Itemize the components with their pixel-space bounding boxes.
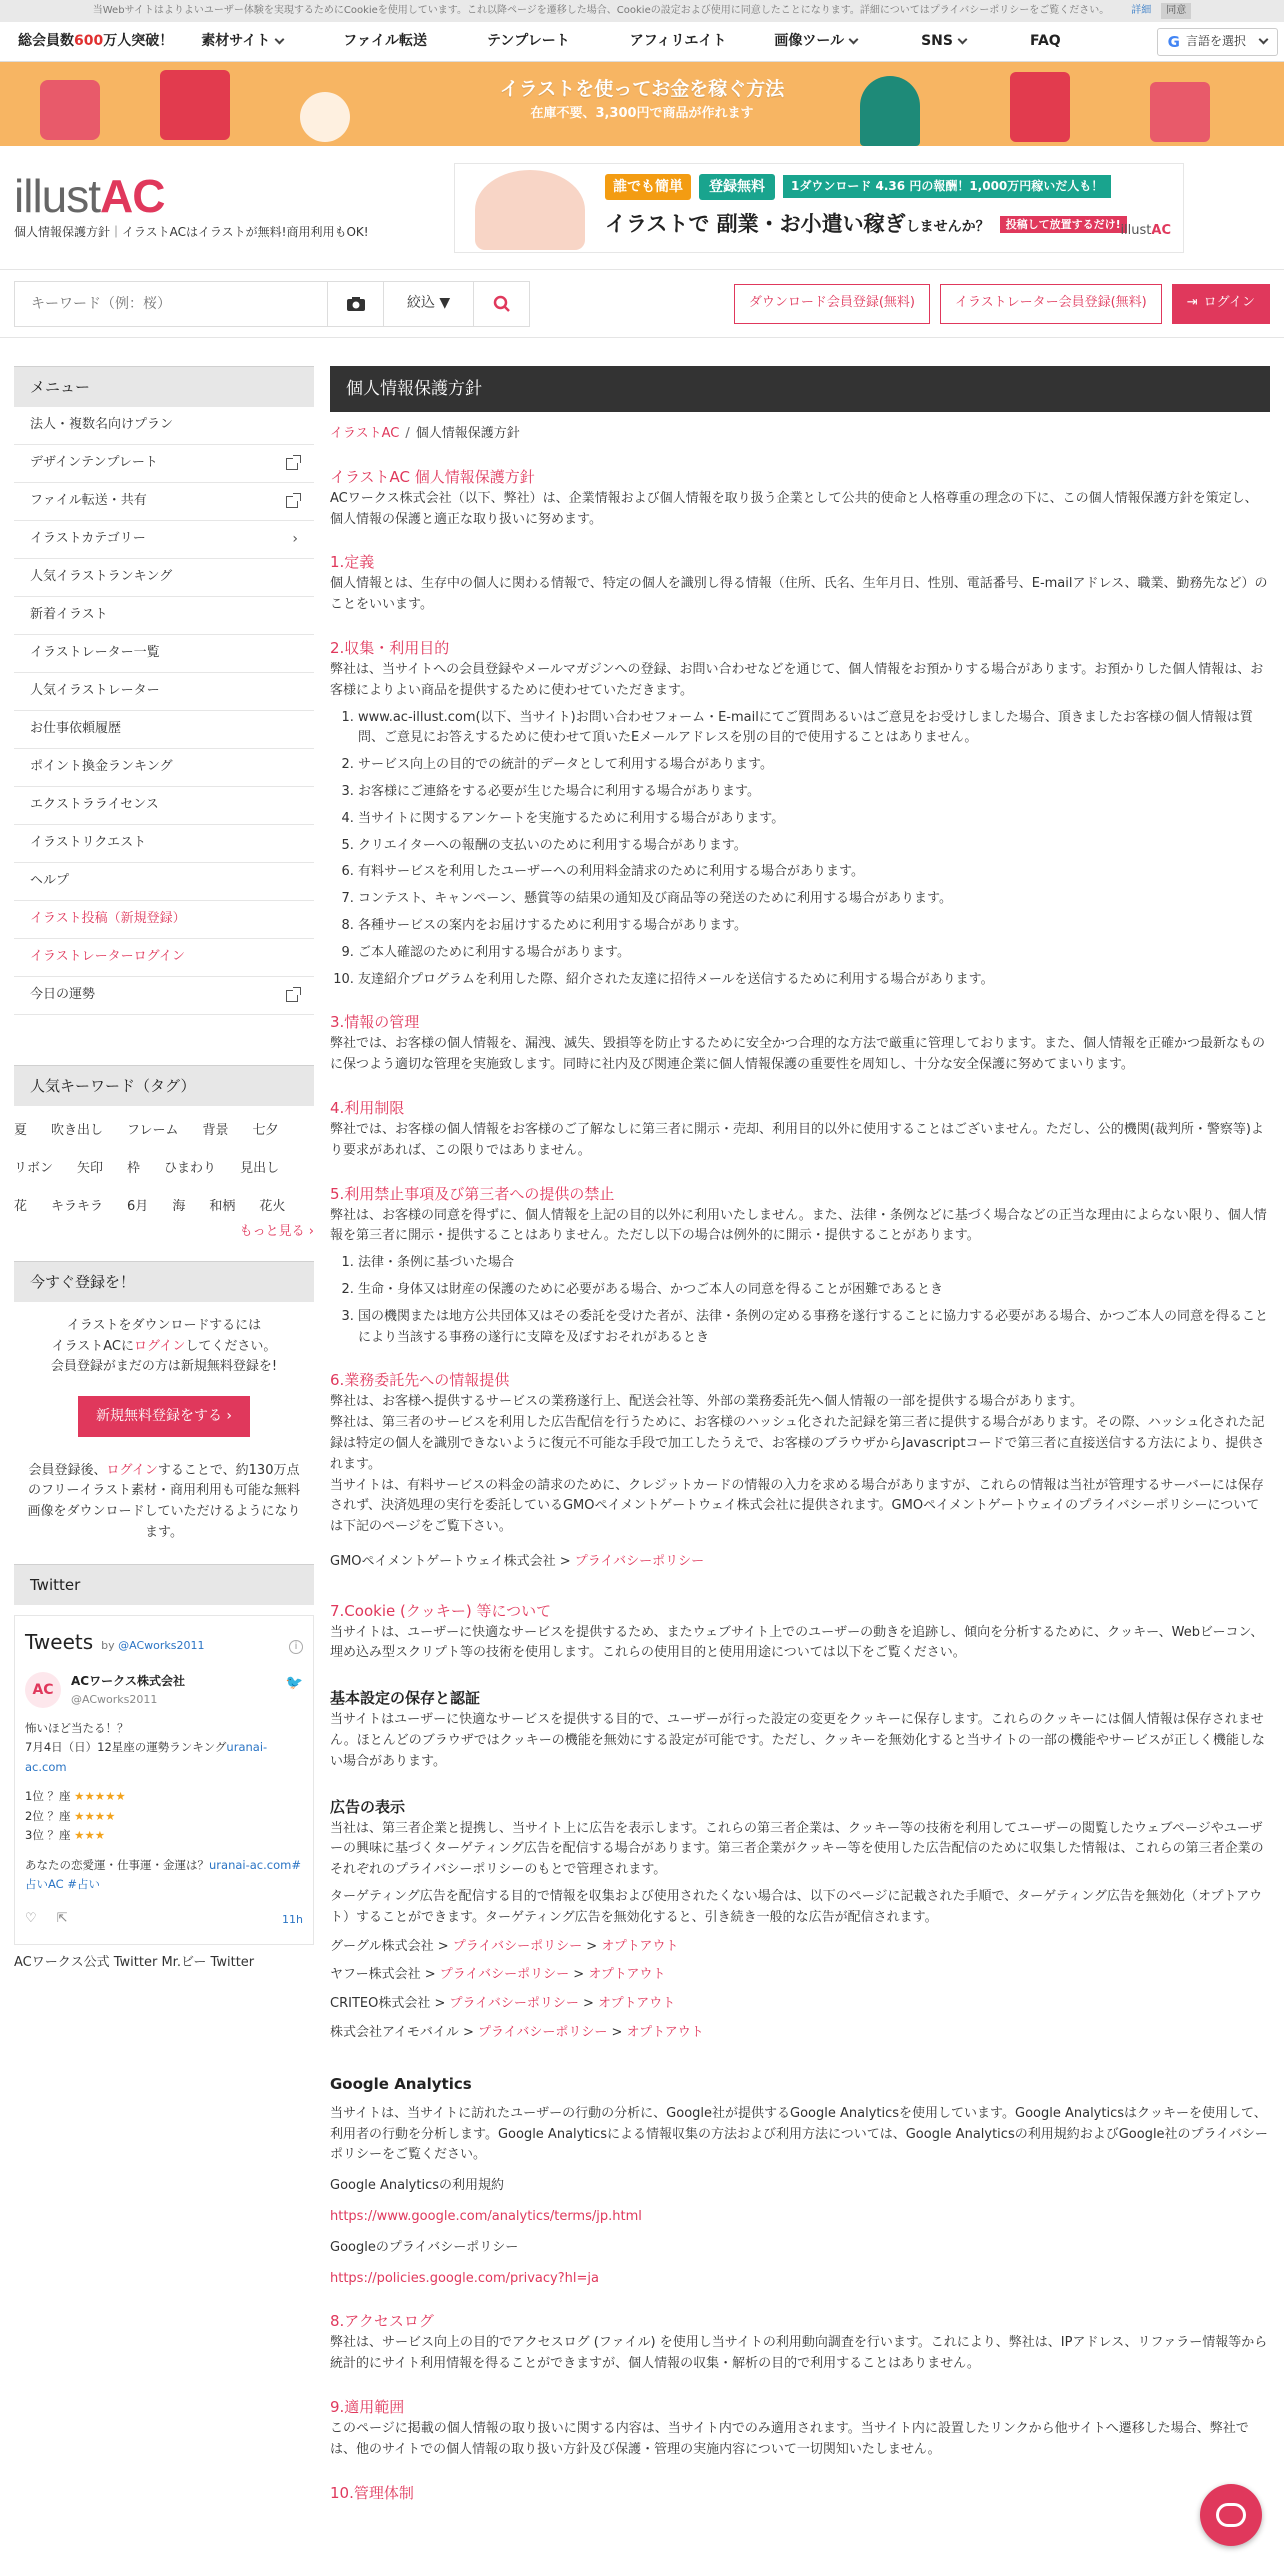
sidebar-menu-item[interactable] bbox=[14, 711, 314, 749]
ad-logo: illustAC bbox=[1120, 222, 1171, 238]
sidebar-menu-item[interactable] bbox=[14, 521, 314, 559]
sidebar-menu-item-label: デザインテンプレート bbox=[30, 455, 158, 471]
tshirt-illustration bbox=[40, 80, 100, 140]
section-text: 弊社は、お客様の同意を得ずに、個人情報を上記の目的以外に利用いたしません。また、法律・条例などに基づく場合などの正当な理由によらない限り、個人情報を第三者に開示・提供することはありません。ただし以下の場合は例外的に開示・提供することがあります。 bbox=[330, 1207, 1267, 1244]
privacy-policy-link[interactable]: プライバシーポリシー bbox=[439, 1967, 570, 1983]
ad-headline: イラストで 副業・お小遣い稼ぎしませんか？ 投稿して放置するだけ! bbox=[605, 208, 1183, 242]
keyword-tag[interactable]: キラキラ bbox=[51, 1199, 104, 1214]
list-item: 2. 生命・身体又は財産の保護のために必要がある場合、かつご本人の同意を得ることが困難であるとき bbox=[358, 1280, 1270, 1301]
google-icon: G bbox=[1167, 32, 1180, 51]
section-text: 当サイトは、ユーザーに快適なサービスを提供するため、またウェブサイト上でのユーザーの動きを追跡し、傾向を分析するために、クッキー、Webビーコン、埋め込み型スクリプト等の技術を使用します。これらの使用目的と使用用途については以下をご覧ください。 bbox=[330, 1624, 1264, 1661]
chat-bubble-icon bbox=[1216, 2503, 1246, 2527]
tweet-author-handle[interactable]: @ACworks2011 bbox=[71, 1692, 158, 1706]
ad-reward-line: 1ダウンロード 4.36 円の報酬！1,000万円稼いだ人も！ bbox=[783, 175, 1111, 198]
section-text: 当社は、第三者企業と提携し、当サイト上に広告を表示します。これらの第三者企業は、クッキー等の技術を利用してユーザーの閲覧したウェブページやユーザーの興味に基づくターゲティング広告を配信する場合があります。第三者企業がクッキー等を使用した広告配信のために収集した情報は、これらの第三者企業のそれぞれのプライバシーポリシーのもとで管理されます。 bbox=[330, 1820, 1264, 1878]
login-button[interactable]: ⇥ ログイン bbox=[1172, 284, 1270, 324]
ad-company-list bbox=[330, 1937, 1270, 2044]
keyword-tag[interactable]: 和柄 bbox=[209, 1199, 236, 1214]
sidebar-menu-item-label: 人気イラストランキング bbox=[30, 569, 173, 585]
section-heading: 4.利用制限 bbox=[330, 1098, 405, 1117]
section-text: このページに掲載の個人情報の取り扱いに関する内容は、当サイト内でのみ適用されます。当サイト内に設置したリンクから他サイトへ遷移した場合、弊社では、他のサイトでの個人情報の取り扱い方針及び保護・管理の実施内容について一切関知いたしません。 bbox=[330, 2421, 1249, 2457]
breadcrumb-home[interactable]: イラストAC bbox=[330, 426, 400, 441]
section-heading: 8.アクセスログ bbox=[330, 2312, 434, 2331]
section-text: ターゲティング広告を配信する目的で情報を収集および使用されたくない場合は、以下のページに記載された手順で、ターゲティング広告を無効化（オプトアウト）することができます。ターゲティング広告を無効化すると、引き続き一般的な広告が配信されます。 bbox=[330, 1889, 1263, 1925]
tweets-by-handle-link[interactable]: @ACworks2011 bbox=[118, 1638, 205, 1652]
sidebar-menu-item[interactable] bbox=[14, 787, 314, 825]
keyword-tag[interactable]: 七夕 bbox=[252, 1123, 279, 1138]
list-item: 2. サービス向上の目的での統計的データとして利用する場合があります。 bbox=[358, 755, 1270, 776]
privacy-policy-link[interactable]: プライバシーポリシー bbox=[449, 1996, 579, 2012]
sidebar-menu-item-label: 新着イラスト bbox=[30, 607, 108, 623]
sidebar-menu-item-label: 法人・複数名向けプラン bbox=[30, 417, 174, 433]
free-register-button[interactable]: 新規無料登録をする › bbox=[78, 1396, 250, 1436]
keyword-list bbox=[14, 1106, 314, 1226]
share-icon[interactable]: ⇱ bbox=[56, 1910, 68, 1926]
cookie-text: 当Webサイトはよりよいユーザー体験を実現するためにCookieを使用しています。これ以降ページを遷移した場合、Cookieの設定および使用に同意したことになります。詳細についてはプライバシーポリシーをご覧ください。 bbox=[92, 5, 1110, 16]
register-text-1: イラストをダウンロードするには bbox=[66, 1317, 262, 1333]
external-link-icon bbox=[286, 496, 298, 508]
cookie-details-link[interactable]: 詳細 bbox=[1131, 5, 1152, 16]
ga-terms-label: Google Analyticsの利用規約 bbox=[330, 2178, 505, 2194]
external-link-icon bbox=[286, 990, 298, 1002]
chat-button[interactable] bbox=[1200, 2484, 1262, 2546]
search-icon[interactable] bbox=[473, 282, 529, 326]
star-rating: ★★★ bbox=[74, 1828, 106, 1843]
sidebar-menu-item[interactable] bbox=[14, 673, 314, 711]
gmo-privacy-line: GMOペイメントゲートウェイ株式会社 > プライバシーポリシー bbox=[330, 1553, 705, 1569]
optout-link[interactable]: オプトアウト bbox=[626, 2025, 704, 2041]
sidebar-menu-item[interactable] bbox=[14, 597, 314, 635]
keyword-tag[interactable]: リボン bbox=[14, 1161, 54, 1176]
list-item: 3. 国の機関または地方公共団体又はその委託を受けた者が、法律・条例の定める事務を遂行することに協力する必要がある場合、かつご本人の同意を得ることにより当該する事務の遂行に支障を及ぼすおそれがあるとき bbox=[358, 1307, 1270, 1349]
search-bar bbox=[0, 270, 1284, 338]
section-text: ACワークス株式会社（以下、弊社）は、企業情報および個人情報を取り扱う企業として公共的使命と人格尊重の理念の下に、この個人情報保護方針を策定し、個人情報の保護と適正な取り扱いに努めます。 bbox=[330, 490, 1258, 527]
sidebar-menu-item-label: お仕事依頼履歴 bbox=[30, 721, 122, 737]
list-item: 4. 当サイトに関するアンケートを実施するために利用する場合があります。 bbox=[358, 809, 1270, 830]
chevron-right-icon: › bbox=[292, 531, 298, 548]
top-nav bbox=[0, 22, 1284, 62]
tweet-author-name[interactable]: ACワークス株式会社 bbox=[71, 1673, 185, 1688]
sidebar-menu bbox=[14, 407, 314, 1015]
section-heading: イラストAC 個人情報保護方針 bbox=[330, 467, 535, 486]
section-text: 当サイトは、当サイトに訪れたユーザーの行動の分析に、Google社が提供するGoogle Analyticsを使用しています。Google Analyticsはクッキーを使用して、利用者の行動を分析します。Google Analyticsによる情報収集の方法および利用方法については、Google Analyticsの利用規約およびGoogle社のプライバシーポリシーをご覧ください。 bbox=[330, 2105, 1268, 2163]
breadcrumb-current: 個人情報保護方針 bbox=[415, 426, 520, 441]
ad-company-optout-line: ヤフー株式会社 > プライバシーポリシー > オプトアウト bbox=[330, 1967, 666, 1983]
chevron-down-icon bbox=[1259, 35, 1269, 45]
privacy-policy-link[interactable]: プライバシーポリシー bbox=[478, 2025, 608, 2041]
list-item: 6. 有料サービスを利用したユーザーへの利用料金請求のために利用する場合があります。 bbox=[358, 862, 1270, 883]
page-title: 個人情報保護方針 bbox=[330, 366, 1270, 412]
sidebar-menu-item-label: ポイント換金ランキング bbox=[30, 759, 173, 775]
section-heading: 5.利用禁止事項及び第三者への提供の禁止 bbox=[330, 1184, 615, 1203]
twitter-footer-links[interactable]: ACワークス公式 Twitter Mr.ビー Twitter bbox=[14, 1954, 255, 1970]
cookie-agree-button[interactable]: 同意 bbox=[1161, 3, 1191, 19]
sidebar-menu-item[interactable] bbox=[14, 863, 314, 901]
register-login-link[interactable]: ログイン bbox=[133, 1338, 186, 1354]
language-select[interactable]: G 言語を選択 bbox=[1157, 28, 1278, 56]
filter-dropdown[interactable]: 絞込 ▼ bbox=[383, 282, 473, 326]
subsection-heading: Google Analytics bbox=[330, 2074, 472, 2093]
google-privacy-label: Googleのプライバシーポリシー bbox=[330, 2239, 519, 2255]
section-heading: 2.収集・利用目的 bbox=[330, 638, 450, 657]
person-illustration bbox=[860, 76, 920, 146]
site-tagline: 個人情報保護方針｜イラストACはイラストが無料!商用利用もOK! bbox=[14, 224, 369, 239]
header-ad-banner[interactable] bbox=[454, 163, 1184, 253]
section-heading: 7.Cookie (クッキー) 等について bbox=[330, 1601, 552, 1620]
search-input[interactable] bbox=[15, 282, 327, 326]
nav-sns[interactable]: SNS bbox=[921, 30, 966, 52]
promo-banner[interactable] bbox=[0, 62, 1284, 146]
sidebar bbox=[14, 366, 314, 2505]
register-note: 会員登録後、ログインすることで、約130万点のフリーイラスト素材・商用利用も可能な無料画像をダウンロードしていただけるようになります。 bbox=[27, 1462, 301, 1540]
section-text: 弊社では、お客様の個人情報を、漏洩、滅失、毀損等を防止するために安全かつ合理的な方法で厳重に管理しております。また、個人情報を正確かつ最新なものに保つよう適切な管理を実施致します。同時に社内及び関連企業に個人情報保護の重要性を周知し、十分な安全保護に努めてまいります。 bbox=[330, 1036, 1265, 1073]
sidebar-menu-item-label: ファイル転送・共有 bbox=[30, 493, 147, 509]
sidebar-menu-item-label: 人気イラストレーター bbox=[30, 683, 160, 699]
sidebar-menu-item[interactable] bbox=[14, 559, 314, 597]
heart-icon[interactable]: ♡ bbox=[25, 1910, 37, 1926]
section-heading: 9.適用範囲 bbox=[330, 2398, 405, 2417]
register-heading: 今すぐ登録を！ bbox=[14, 1261, 314, 1302]
tweet-link[interactable]: uranai-ac.com bbox=[25, 1740, 268, 1774]
chevron-down-icon bbox=[849, 35, 859, 45]
privacy-policy-link[interactable]: プライバシーポリシー bbox=[452, 1938, 583, 1954]
ad-tag-easy: 誰でも簡単 bbox=[605, 174, 691, 200]
member-count: 総会員数600万人突破！ bbox=[18, 33, 174, 50]
section-text: 弊社は、サービス向上の目的でアクセスログ (ファイル) を使用し当サイトの利用動向調査を行います。これにより、弊社は、IPアドレス、リファラー情報等から統計的にサイト利用情報を得ることができますが、個人情報の収集・解析の目的で利用することはありません。 bbox=[330, 2335, 1268, 2372]
star-rating: ★★★★ bbox=[74, 1808, 116, 1823]
tweet-hashtag-link[interactable]: uranai-ac.com#占いAC #占い bbox=[25, 1857, 301, 1892]
sidebar-menu-item-label: エクストラライセンス bbox=[30, 797, 159, 813]
keyword-tag[interactable]: 花火 bbox=[259, 1199, 286, 1214]
section-text: 弊社は、当サイトへの会員登録やメールマガジンへの登録、お問い合わせなどを通じて、個人情報をお預かりする場合があります。お預かりした個人情報は、お客様によりよい商品を提供するために使わせていただきます。 bbox=[330, 661, 1264, 698]
illustrator-register-button[interactable]: イラストレーター会員登録(無料) bbox=[940, 284, 1162, 324]
sidebar-menu-item[interactable] bbox=[14, 977, 314, 1015]
external-link-icon bbox=[286, 458, 298, 470]
sidebar-menu-item[interactable] bbox=[14, 939, 314, 977]
register-text-3: 会員登録がまだの方は新規無料登録を! bbox=[50, 1359, 278, 1375]
tweet-timestamp[interactable]: 11h bbox=[282, 1912, 303, 1926]
banner-title: イラストを使ってお金を稼ぐ方法 bbox=[499, 78, 785, 100]
nav-faq[interactable]: FAQ bbox=[1029, 33, 1061, 50]
list-item: 10. 友達紹介プログラムを利用した際、紹介された友達に招待メールを送信するために利用する場合があります。 bbox=[358, 970, 1270, 991]
optout-link[interactable]: オプトアウト bbox=[588, 1967, 666, 1983]
section-heading: 1.定義 bbox=[330, 553, 375, 572]
avatar[interactable]: AC bbox=[25, 1672, 61, 1708]
list-item: 9. ご本人確認のために利用する場合があります。 bbox=[358, 943, 1270, 964]
twitter-heading: Twitter bbox=[14, 1564, 314, 1605]
ga-terms-link[interactable]: https://www.google.com/analytics/terms/jp.html bbox=[330, 2209, 642, 2225]
sidebar-menu-item-label: イラストリクエスト bbox=[30, 835, 147, 851]
site-logo[interactable]: illustAC bbox=[14, 169, 165, 222]
keyword-tag[interactable]: 背景 bbox=[202, 1123, 229, 1138]
optout-link[interactable]: オプトアウト bbox=[598, 1996, 676, 2012]
section-heading: 6.業務委託先への情報提供 bbox=[330, 1371, 510, 1390]
more-keywords-link[interactable]: もっと見る › bbox=[239, 1224, 314, 1239]
ad-note: 投稿して放置するだけ! bbox=[1000, 216, 1127, 233]
ad-character-illustration bbox=[475, 170, 585, 250]
sidebar-menu-item-label: イラストレーター一覧 bbox=[30, 645, 160, 661]
gmo-privacy-link[interactable]: プライバシーポリシー bbox=[574, 1553, 705, 1569]
keyword-tag[interactable]: 矢印 bbox=[77, 1161, 104, 1176]
sidebar-menu-item[interactable] bbox=[14, 483, 314, 521]
sidebar-menu-item[interactable] bbox=[14, 901, 314, 939]
list-item: 5. クリエイターへの報酬の支払いのために利用する場合があります。 bbox=[358, 836, 1270, 857]
phone-case-illustration bbox=[1150, 82, 1210, 142]
sidebar-menu-item[interactable] bbox=[14, 749, 314, 787]
keyword-tag[interactable]: 花 bbox=[14, 1199, 28, 1214]
nav-templates[interactable]: テンプレート bbox=[487, 33, 570, 50]
keyword-tag[interactable]: 吹き出し bbox=[51, 1123, 104, 1138]
register-note-login-link[interactable]: ログイン bbox=[106, 1462, 158, 1478]
chevron-down-icon bbox=[958, 35, 968, 45]
list-item: 3. お客様にご連絡をする必要が生じた場合に利用する場合があります。 bbox=[358, 782, 1270, 803]
info-icon[interactable]: i bbox=[289, 1640, 303, 1654]
section-text: 個人情報とは、生存中の個人に関わる情報で、特定の個人を識別し得る情報（住所、氏名、生年月日、性別、電話番号、E-mailアドレス、職業、勤務先など）のことをいいます。 bbox=[330, 576, 1268, 613]
twitter-timeline bbox=[14, 1615, 314, 1945]
chevron-down-icon bbox=[275, 35, 285, 45]
login-icon: ⇥ bbox=[1186, 295, 1198, 311]
sidebar-menu-item[interactable] bbox=[14, 635, 314, 673]
keyword-tag[interactable]: 夏 bbox=[14, 1123, 28, 1138]
tweets-by: by @ACworks2011 bbox=[101, 1638, 205, 1652]
star-rating: ★★★★★ bbox=[74, 1789, 126, 1804]
cookie-notice bbox=[0, 0, 1284, 22]
ad-company-optout-line: グーグル株式会社 > プライバシーポリシー > オプトアウト bbox=[330, 1938, 679, 1954]
section-text: 弊社は、お客様へ提供するサービスの業務遂行上、配送会社等、外部の業務委託先へ個人情報の一部を提供する場合があります。 弊社は、第三者のサービスを利用した広告配信を行うために、お客様のハッシュ化された記録を第三者に提供する場合があります。その際、ハッシュ化された記録は特定の個人を識別できないように復元不可能な手段で加工したうえで、お客様のブラウザからJavascriptコードで第三者に直接送信する方法により、提供されます。 当サイトは、有料サービスの料金の請求のために、クレジットカードの情報の入力を求める場合がありますが、これらの情報は当社が管理するサーバーには保存されず、決済処理の実行を委託しているGMOペイメントゲートウェイ株式会社に提供されます。GMOペイメントゲートウェイのプライバシーポリシーについては下記のページをご覧下さい。 bbox=[330, 1394, 1265, 1535]
bag-illustration bbox=[1010, 72, 1070, 142]
breadcrumb: イラストAC / 個人情報保護方針 bbox=[330, 426, 520, 441]
sidebar-menu-item[interactable] bbox=[14, 407, 314, 445]
tweet-text: 怖いほど当たる！？ 7月4日（日）12星座の運勢ランキングuranai-ac.com 1位 ？座 ★★★★★ 2位 ？座 ★★★★ 3位 ？座 ★★★ あなたの恋愛運・仕事運・金運は？uranai-ac.com#占いAC #占い bbox=[25, 1720, 301, 1892]
main-content bbox=[330, 366, 1270, 2505]
google-privacy-link[interactable]: https://policies.google.com/privacy?hl=ja bbox=[330, 2270, 599, 2286]
purpose-list bbox=[330, 708, 1270, 991]
section-text: 当サイトはユーザーに快適なサービスを提供する目的で、ユーザーが行った設定の変更をクッキーに保存します。これらのクッキーには個人情報は保存されません。ほとんどのブラウザではクッキーの機能を無効にする設定が可能です。ただし、クッキーを無効化すると当サイトの一部の機能やサービスが正しく機能しない場合があります。 bbox=[330, 1712, 1265, 1769]
keyword-tag[interactable]: 枠 bbox=[127, 1161, 141, 1176]
menu-heading: メニュー bbox=[14, 366, 314, 407]
register-text-2: イラストACにログインしてください。 bbox=[51, 1338, 277, 1354]
sidebar-menu-item[interactable] bbox=[14, 825, 314, 863]
exception-list bbox=[330, 1253, 1270, 1348]
sidebar-menu-item-label: 今日の運勢 bbox=[30, 987, 96, 1003]
camera-icon[interactable] bbox=[327, 282, 383, 326]
sidebar-menu-item-label: イラストカテゴリー bbox=[30, 531, 146, 547]
twitter-bird-icon: 🐦 bbox=[285, 1674, 303, 1691]
sidebar-menu-item[interactable] bbox=[14, 445, 314, 483]
download-member-register-button[interactable]: ダウンロード会員登録(無料) bbox=[734, 284, 930, 324]
tweets-title: Tweets bbox=[25, 1629, 94, 1654]
keyword-tag[interactable]: 見出し bbox=[240, 1161, 280, 1176]
keywords-heading: 人気キーワード（タグ） bbox=[14, 1065, 314, 1106]
tweet-author bbox=[25, 1672, 303, 1709]
keyword-tag[interactable]: 海 bbox=[172, 1199, 186, 1214]
nav-image-tools[interactable]: 画像ツール bbox=[774, 30, 857, 52]
keyword-tag[interactable]: ひまわり bbox=[164, 1161, 217, 1176]
keyword-tag[interactable]: フレーム bbox=[127, 1123, 179, 1138]
ad-tag-free: 登録無料 bbox=[699, 174, 775, 200]
site-header bbox=[0, 146, 1284, 270]
section-heading: 10.管理体制 bbox=[330, 2483, 414, 2502]
sidebar-menu-item-label: イラスト投稿（新規登録） bbox=[30, 911, 186, 927]
list-item: 8. 各種サービスの案内をお届けするために利用する場合があります。 bbox=[358, 916, 1270, 937]
ad-company-optout-line: CRITEO株式会社 > プライバシーポリシー > オプトアウト bbox=[330, 1996, 676, 2012]
section-text: 弊社では、お客様の個人情報をお客様のご了解なしに第三者に開示・売却、利用目的以外に使用することはございません。ただし、公的機関(裁判所・警察等)より要求があれば、この限りではありません。 bbox=[330, 1121, 1264, 1158]
sidebar-menu-item-label: ヘルプ bbox=[30, 873, 70, 889]
subsection-heading: 広告の表示 bbox=[330, 1797, 406, 1816]
mug-illustration bbox=[300, 92, 350, 142]
list-item: 1. 法律・条例に基づいた場合 bbox=[358, 1253, 1270, 1274]
banner-subtitle: 在庫不要、3,300円で商品が作れます bbox=[530, 106, 754, 122]
nav-affiliate[interactable]: アフィリエイト bbox=[629, 33, 727, 50]
subsection-heading: 基本設定の保存と認証 bbox=[330, 1689, 481, 1708]
nav-material-sites[interactable]: 素材サイト bbox=[201, 30, 283, 52]
tshirt-illustration bbox=[160, 70, 230, 140]
optout-link[interactable]: オプトアウト bbox=[601, 1938, 679, 1954]
register-box bbox=[14, 1302, 314, 1437]
section-heading: 3.情報の管理 bbox=[330, 1013, 420, 1032]
list-item: 7. コンテスト、キャンペーン、懸賞等の結果の通知及び商品等の発送のために利用する場合があります。 bbox=[358, 889, 1270, 910]
sidebar-menu-item-label: イラストレーターログイン bbox=[30, 949, 185, 965]
ad-company-optout-line: 株式会社アイモバイル > プライバシーポリシー > オプトアウト bbox=[330, 2025, 704, 2041]
list-item: 1. www.ac-illust.com(以下、当サイト)お問い合わせフォーム・E-mailにてご質問あるいはご意見をお受けしました場合、頂きましたお客様の個人情報は質問、ご意見にお答えするために使わせて頂いたEメールアドレスを別の目的で使用することはありません。 bbox=[358, 708, 1270, 750]
keyword-tag[interactable]: 6月 bbox=[127, 1199, 149, 1214]
nav-file-transfer[interactable]: ファイル転送 bbox=[343, 33, 427, 50]
